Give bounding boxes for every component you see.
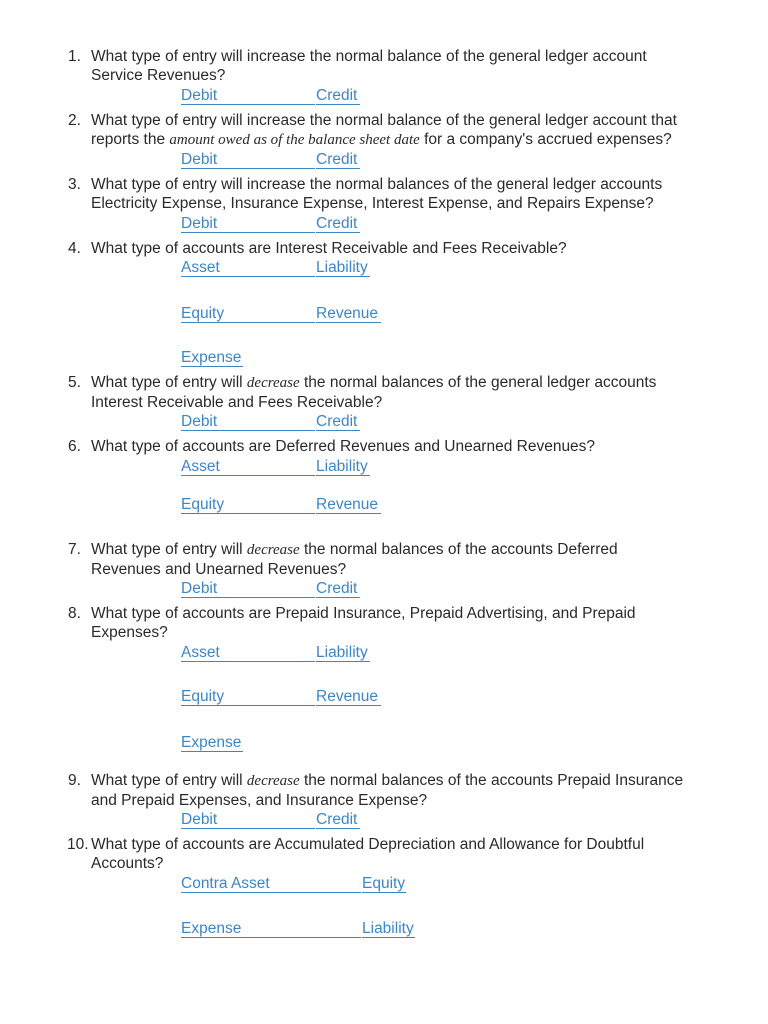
answer-option-revenue[interactable] (316, 687, 378, 706)
answer-underline (316, 705, 381, 706)
answer-option-equity[interactable] (181, 687, 224, 706)
answer-underline (316, 276, 370, 277)
answer-option-label: Debit (181, 811, 218, 828)
answer-option-liability[interactable] (316, 643, 368, 662)
answer-option-label: Debit (181, 413, 218, 430)
answer-underline (316, 168, 360, 169)
question-line (91, 393, 731, 412)
question-text (91, 175, 731, 213)
answer-option-debit[interactable] (181, 810, 217, 829)
answer-underline (181, 937, 361, 938)
question-text-segment: the normal balances of the accounts Prepaid Insurance (299, 772, 684, 789)
answer-underline (181, 892, 361, 893)
answer-underline (181, 751, 243, 752)
answer-option-label: Expense (181, 734, 242, 751)
answer-underline (316, 104, 360, 105)
question-line (91, 130, 731, 150)
question-text (91, 835, 731, 873)
question-line (91, 604, 731, 623)
answer-option-label: Debit (181, 87, 218, 104)
question-line (91, 111, 731, 130)
answer-option-credit[interactable] (316, 150, 357, 169)
answer-underline (316, 475, 370, 476)
answer-option-debit[interactable] (181, 150, 217, 169)
question-number: 4. (68, 240, 81, 257)
question-number: 10. (67, 836, 89, 853)
question-text (91, 771, 731, 810)
question-text-segment: Expenses? (91, 624, 168, 641)
answer-option-label: Equity (181, 688, 225, 705)
question-text-segment: the normal balances of the general ledger accounts (299, 374, 657, 391)
answer-option-asset[interactable] (181, 258, 220, 277)
answer-underline (181, 168, 315, 169)
emphasis-text: decrease (246, 773, 300, 789)
answer-option-label: Equity (181, 496, 225, 513)
question-line (91, 373, 731, 393)
emphasis-text: amount owed as of the balance sheet date (169, 132, 420, 148)
answer-option-label: Liability (316, 458, 368, 475)
question-line (91, 560, 731, 579)
answer-option-label: Asset (181, 644, 220, 661)
answer-option-label: Credit (316, 87, 358, 104)
question-text-segment: What type of entry will increase the normal balance of the general ledger account that (91, 112, 677, 129)
question-line (91, 66, 731, 85)
answer-underline (181, 104, 315, 105)
answer-option-asset[interactable] (181, 457, 220, 476)
answer-underline (362, 937, 415, 938)
answer-option-debit[interactable] (181, 214, 217, 233)
question-text-segment: Accounts? (91, 855, 164, 872)
answer-underline (181, 366, 243, 367)
answer-option-label: Contra Asset (181, 875, 270, 892)
question-text (91, 111, 731, 150)
answer-underline (181, 597, 315, 598)
answer-option-label: Credit (316, 580, 358, 597)
question-text (91, 604, 731, 642)
question-number: 6. (68, 438, 81, 455)
question-line (91, 771, 731, 791)
answer-underline (181, 430, 315, 431)
answer-option-label: Expense (181, 349, 242, 366)
answer-option-liability[interactable] (362, 919, 414, 938)
answer-option-label: Debit (181, 151, 218, 168)
answer-underline (316, 232, 360, 233)
answer-option-revenue[interactable] (316, 495, 378, 514)
answer-option-label: Expense (181, 920, 242, 937)
answer-option-equity[interactable] (181, 495, 224, 514)
question-number: 5. (68, 374, 81, 391)
question-number: 7. (68, 541, 81, 558)
question-number: 9. (68, 772, 81, 789)
answer-option-credit[interactable] (316, 412, 357, 431)
answer-underline (181, 232, 315, 233)
answer-underline (316, 513, 381, 514)
question-text-segment: the normal balances of the accounts Deferred (299, 541, 618, 558)
answer-option-equity[interactable] (362, 874, 405, 893)
question-line (91, 791, 731, 810)
question-number: 8. (68, 605, 81, 622)
question-text-segment: What type of entry will (91, 772, 247, 789)
answer-option-credit[interactable] (316, 579, 357, 598)
answer-option-revenue[interactable] (316, 304, 378, 323)
question-line (91, 47, 731, 66)
answer-option-label: Credit (316, 811, 358, 828)
question-text-segment: What type of entry will (91, 374, 247, 391)
question-number: 3. (68, 176, 81, 193)
answer-option-label: Liability (316, 259, 368, 276)
question-text (91, 47, 731, 85)
question-text-segment: reports the (91, 131, 170, 148)
answer-option-credit[interactable] (316, 86, 357, 105)
answer-option-label: Credit (316, 151, 358, 168)
answer-option-expense[interactable] (181, 919, 241, 938)
question-line (91, 854, 731, 873)
answer-option-label: Liability (316, 644, 368, 661)
question-text-segment: for a company's accrued expenses? (419, 131, 672, 148)
answer-option-liability[interactable] (316, 258, 368, 277)
answer-underline (316, 828, 360, 829)
answer-underline (316, 430, 360, 431)
answer-option-asset[interactable] (181, 643, 220, 662)
answer-option-equity[interactable] (181, 304, 224, 323)
question-text-segment: Interest Receivable and Fees Receivable? (91, 394, 383, 411)
answer-option-liability[interactable] (316, 457, 368, 476)
question-text-segment: What type of accounts are Interest Receivable and Fees Receivable? (91, 240, 567, 257)
question-text-segment: and Prepaid Expenses, and Insurance Expense? (91, 792, 428, 809)
answer-underline (362, 892, 406, 893)
emphasis-text: decrease (246, 375, 300, 391)
answer-option-debit[interactable] (181, 86, 217, 105)
question-line (91, 194, 731, 213)
answer-option-label: Revenue (316, 688, 379, 705)
answer-option-label: Debit (181, 215, 218, 232)
answer-option-debit[interactable] (181, 579, 217, 598)
answer-underline (316, 597, 360, 598)
question-line (91, 437, 731, 456)
question-text-segment: Service Revenues? (91, 67, 226, 84)
answer-option-label: Revenue (316, 496, 379, 513)
answer-option-expense[interactable] (181, 733, 241, 752)
question-line (91, 835, 731, 854)
answer-underline (181, 705, 315, 706)
question-text (91, 239, 731, 258)
emphasis-text: decrease (246, 542, 300, 558)
answer-option-contra-asset[interactable] (181, 874, 270, 893)
answer-option-expense[interactable] (181, 348, 241, 367)
question-text-segment: What type of accounts are Deferred Revenues and Unearned Revenues? (91, 438, 596, 455)
answer-underline (316, 661, 370, 662)
question-text-segment: What type of entry will (91, 541, 247, 558)
answer-option-label: Credit (316, 215, 358, 232)
question-line (91, 239, 731, 258)
answer-underline (181, 661, 315, 662)
question-text (91, 437, 731, 456)
answer-option-debit[interactable] (181, 412, 217, 431)
answer-option-credit[interactable] (316, 214, 357, 233)
answer-underline (316, 322, 381, 323)
question-number: 1. (68, 48, 81, 65)
answer-underline (181, 513, 315, 514)
question-text (91, 540, 731, 579)
answer-option-label: Asset (181, 259, 220, 276)
question-text (91, 373, 731, 412)
question-text-segment: What type of accounts are Accumulated Depreciation and Allowance for Doubtful (91, 836, 645, 853)
question-text-segment: Revenues and Unearned Revenues? (91, 561, 347, 578)
question-text-segment: What type of accounts are Prepaid Insurance, Prepaid Advertising, and Prepaid (91, 605, 636, 622)
question-number: 2. (68, 112, 81, 129)
answer-underline (181, 475, 315, 476)
question-line (91, 540, 731, 560)
answer-option-label: Credit (316, 413, 358, 430)
question-line (91, 175, 731, 194)
question-text-segment: Electricity Expense, Insurance Expense, Interest Expense, and Repairs Expense? (91, 195, 654, 212)
answer-underline (181, 276, 315, 277)
answer-option-label: Equity (181, 305, 225, 322)
answer-option-label: Revenue (316, 305, 379, 322)
question-text-segment: What type of entry will increase the normal balance of the general ledger account (91, 48, 647, 65)
answer-option-label: Asset (181, 458, 220, 475)
answer-underline (181, 322, 315, 323)
answer-underline (181, 828, 315, 829)
answer-option-credit[interactable] (316, 810, 357, 829)
answer-option-label: Liability (362, 920, 414, 937)
answer-option-label: Debit (181, 580, 218, 597)
question-line (91, 623, 731, 642)
answer-option-label: Equity (362, 875, 406, 892)
question-text-segment: What type of entry will increase the normal balances of the general ledger accounts (91, 176, 663, 193)
